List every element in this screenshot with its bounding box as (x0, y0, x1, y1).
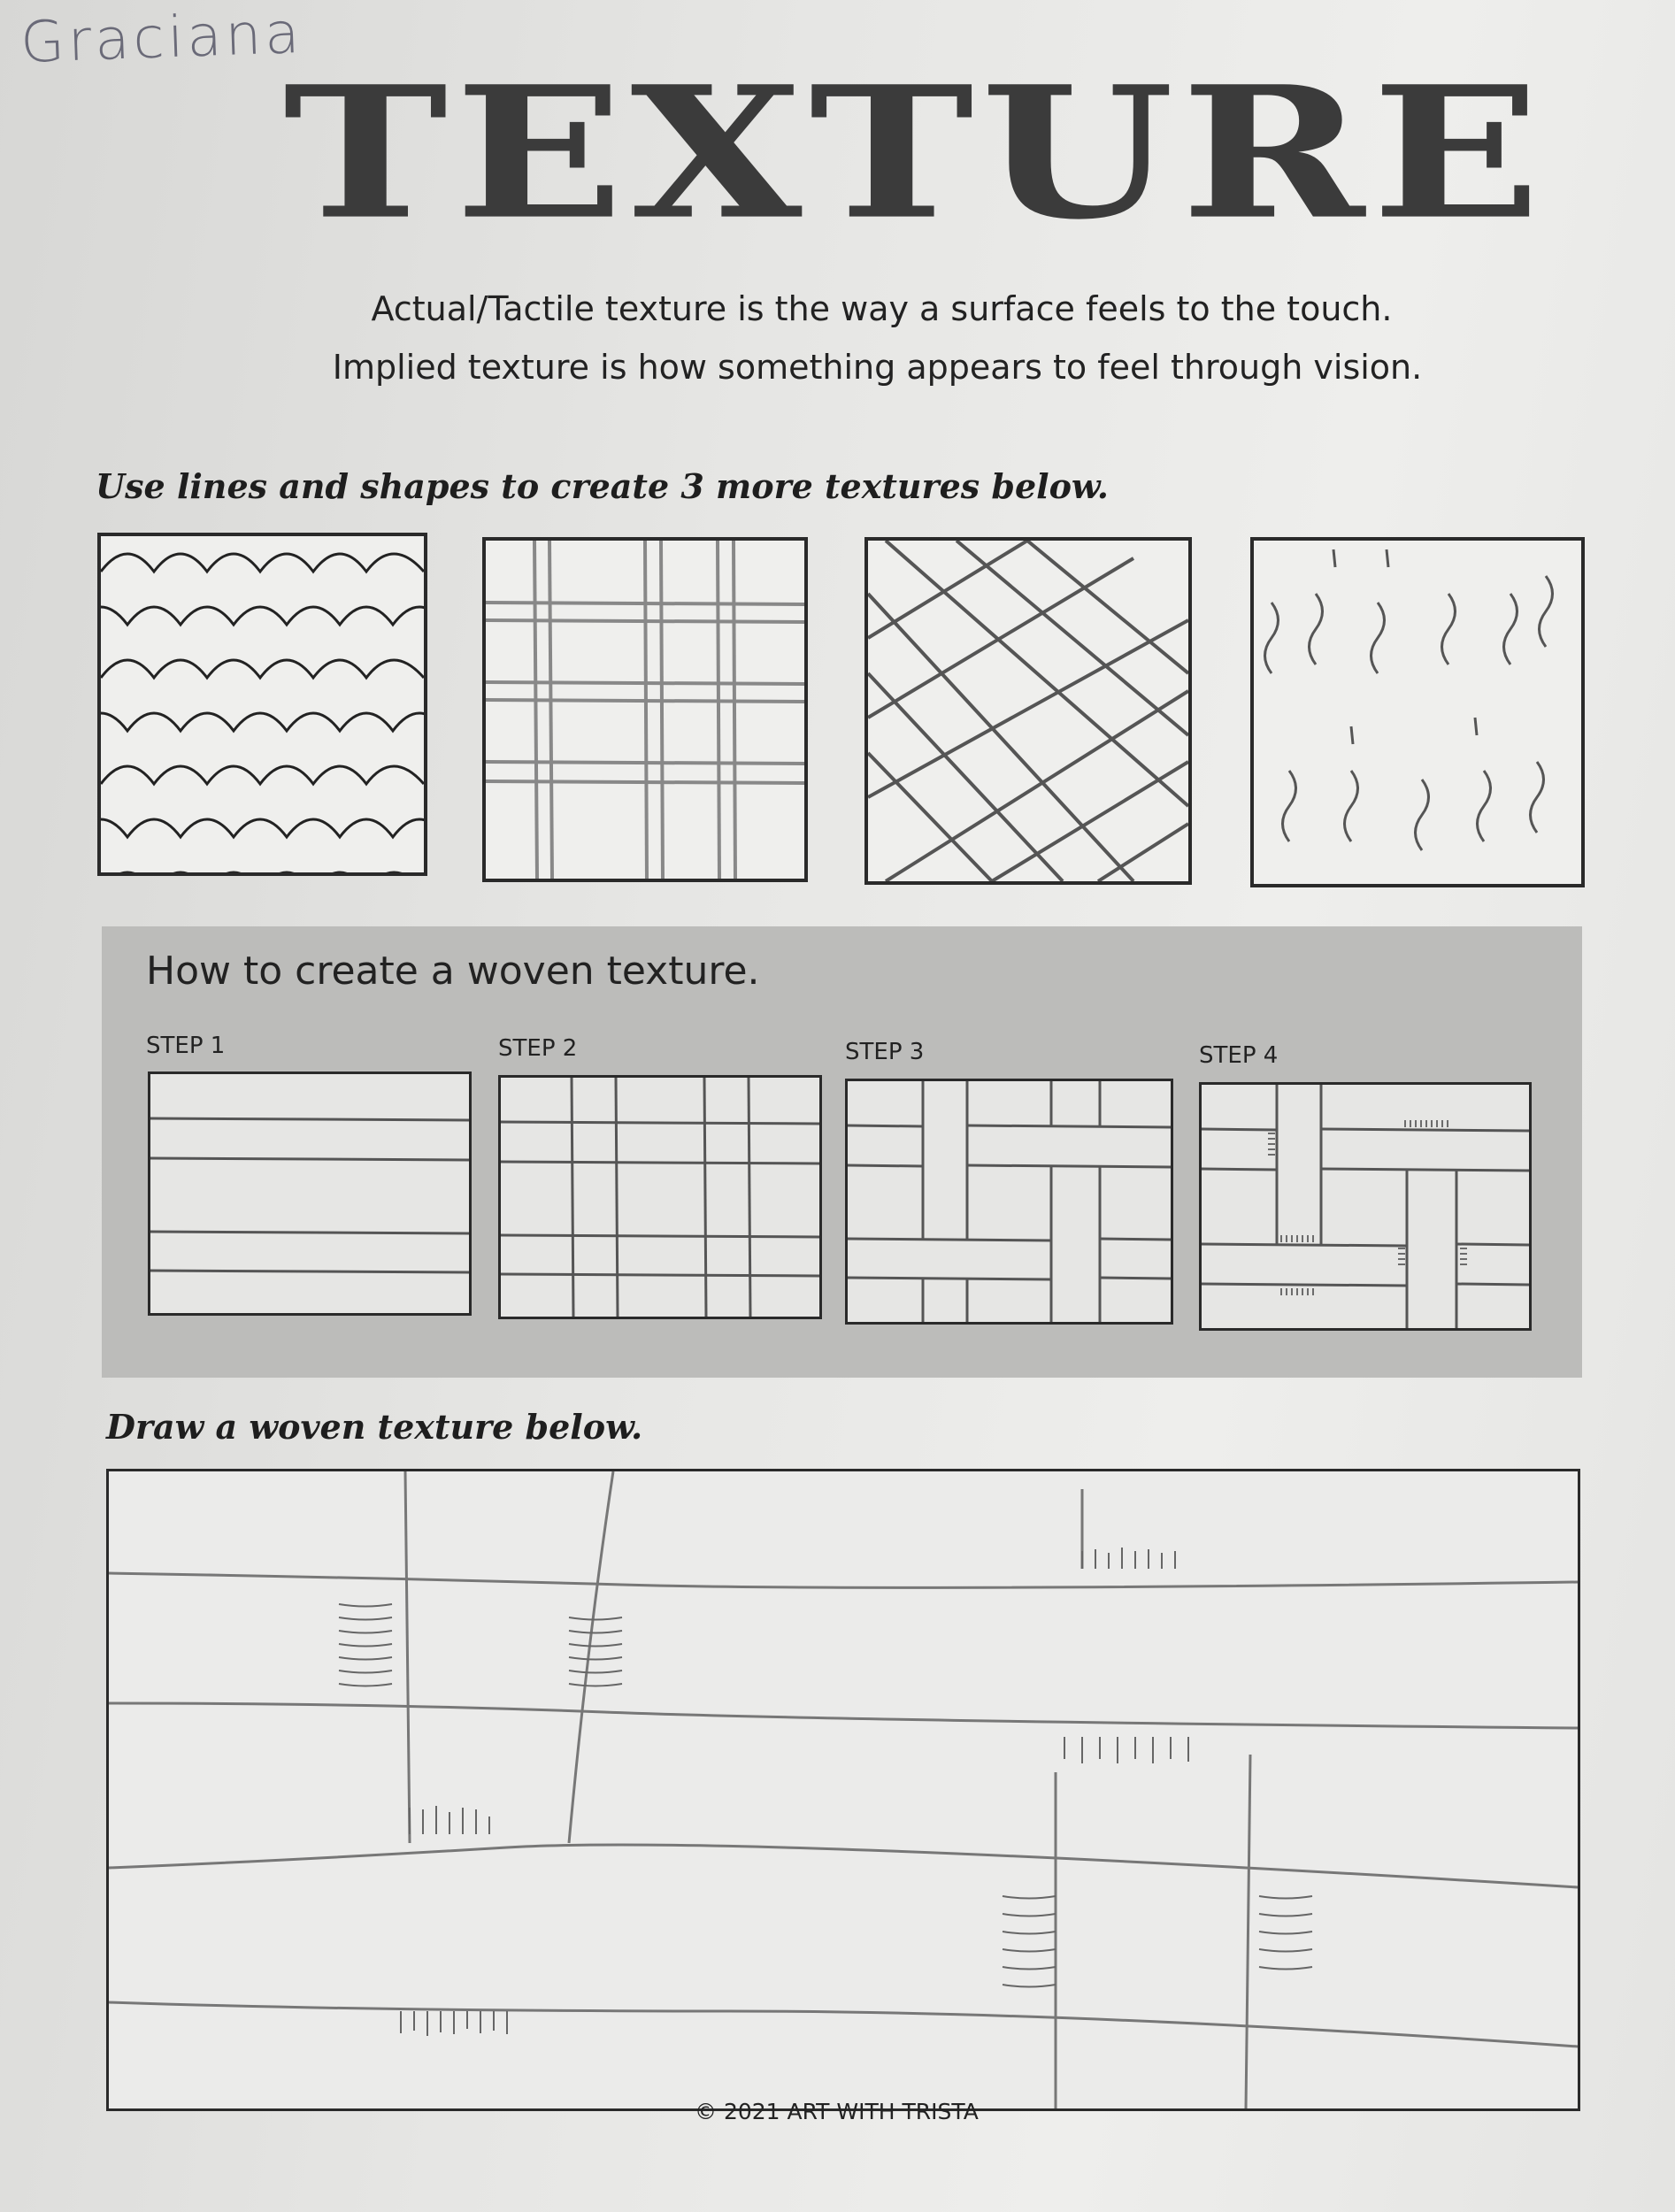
page-title: TEXTURE (283, 45, 1548, 260)
actual-texture-definition: Actual/Tactile texture is the way a surface feels to the touch. (371, 289, 1393, 328)
step-1-label: STEP 1 (146, 1033, 226, 1059)
step-3-label: STEP 3 (845, 1039, 925, 1065)
squiggle-pattern (1254, 541, 1581, 884)
step-4-shaded-weave (1202, 1085, 1529, 1328)
implied-texture-definition: Implied texture is how something appears to feel through vision. (332, 348, 1423, 387)
draw-woven-instruction: Draw a woven texture below. (106, 1407, 643, 1447)
plaid-pattern (486, 541, 804, 879)
step-2-label: STEP 2 (498, 1035, 578, 1062)
step-4-diagram (1199, 1082, 1532, 1331)
step-2-diagram (498, 1075, 822, 1319)
texture-box-scales (97, 533, 427, 876)
step-4-label: STEP 4 (1199, 1042, 1279, 1069)
woven-drawing-area (106, 1469, 1580, 2111)
student-woven-drawing (109, 1471, 1578, 2108)
diagonal-grid-pattern (868, 541, 1188, 881)
copyright-notice: © 2021 ART WITH TRISTA (695, 2099, 979, 2124)
texture-box-diagonal-grid (864, 537, 1192, 885)
texture-box-plaid (482, 537, 808, 882)
woven-panel-title: How to create a woven texture. (146, 949, 760, 994)
woven-steps-panel (102, 926, 1582, 1378)
step-3-weave (848, 1081, 1171, 1322)
step-2-grid (501, 1078, 819, 1317)
step-3-diagram (845, 1079, 1173, 1325)
texture-box-squiggles (1250, 537, 1585, 887)
step-1-diagram (148, 1071, 472, 1316)
step-1-lines (150, 1074, 469, 1313)
scales-pattern (101, 536, 424, 872)
student-name-handwriting: Graciana (19, 0, 304, 76)
create-textures-instruction: Use lines and shapes to create 3 more textures below. (96, 466, 1110, 506)
